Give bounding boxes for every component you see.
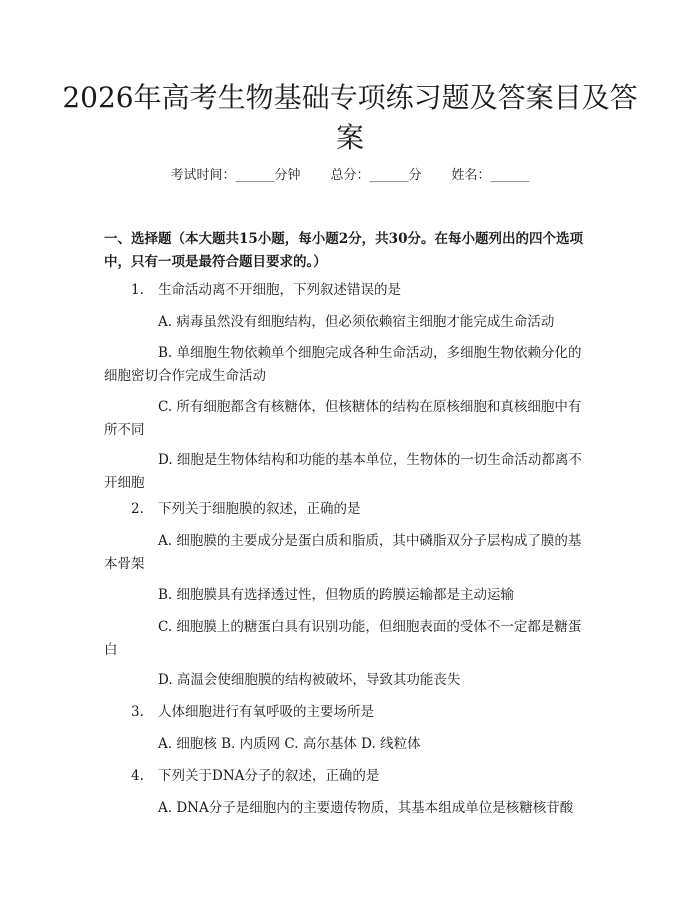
question-4-stem xyxy=(104,765,621,788)
question-1-stem xyxy=(104,279,621,302)
exam-info-line xyxy=(0,166,700,186)
student-name-field: 姓名：______ xyxy=(451,168,530,183)
question-4-option-a: A. DNA分子是细胞内的主要遗传物质，其基本组成单位是核糖核苷酸 xyxy=(158,800,574,816)
question-text: 人体细胞进行有氧呼吸的主要场所是 xyxy=(158,704,374,720)
question-number: 2. xyxy=(131,501,144,517)
question-number: 3. xyxy=(131,704,144,720)
question-2-option-d: D. 高温会使细胞膜的结构被破坏，导致其功能丧失 xyxy=(158,672,461,688)
page-title: 2026年高考生物基础专项练习题及答案目及答案 xyxy=(62,81,638,154)
question-2-option-c: C. 细胞膜上的糖蛋白具有识别功能，但细胞表面的受体不一定都是糖蛋白 xyxy=(104,619,582,658)
question-3-options: A. 细胞核 B. 内质网 C. 高尔基体 D. 线粒体 xyxy=(158,736,421,752)
question-2-option-b: B. 细胞膜具有选择透过性，但物质的跨膜运输都是主动运输 xyxy=(158,587,515,603)
question-1-option-c: C. 所有细胞都含有核糖体，但核糖体的结构在原核细胞和真核细胞中有所不同 xyxy=(104,399,582,438)
question-1-option-d: D. 细胞是生物体结构和功能的基本单位，生物体的一切生命活动都离不开细胞 xyxy=(104,452,582,491)
exam-time-field: 考试时间：______分钟 xyxy=(170,168,301,183)
question-2-stem xyxy=(104,498,621,521)
question-number: 1. xyxy=(131,282,144,298)
total-score-field: 总分：______分 xyxy=(330,168,422,183)
question-3-stem xyxy=(104,701,621,724)
question-1-option-b: B. 单细胞生物依赖单个细胞完成各种生命活动，多细胞生物依赖分化的细胞密切合作完成生命活动 xyxy=(104,345,582,384)
question-2-option-a: A. 细胞膜的主要成分是蛋白质和脂质，其中磷脂双分子层构成了膜的基本骨架 xyxy=(104,533,582,572)
question-text: 生命活动离不开细胞，下列叙述错误的是 xyxy=(158,282,401,298)
question-number: 4. xyxy=(131,768,144,784)
question-text: 下列关于细胞膜的叙述，正确的是 xyxy=(158,501,361,517)
question-1-option-a: A. 病毒虽然没有细胞结构，但必须依赖宿主细胞才能完成生命活动 xyxy=(158,314,555,330)
section-heading: 一、选择题（本大题共15小题，每小题2分，共30分。在每小题列出的四个选项中，只有一项是最符合题目要求的。） xyxy=(104,231,583,270)
question-text: 下列关于DNA分子的叙述，正确的是 xyxy=(158,768,380,784)
